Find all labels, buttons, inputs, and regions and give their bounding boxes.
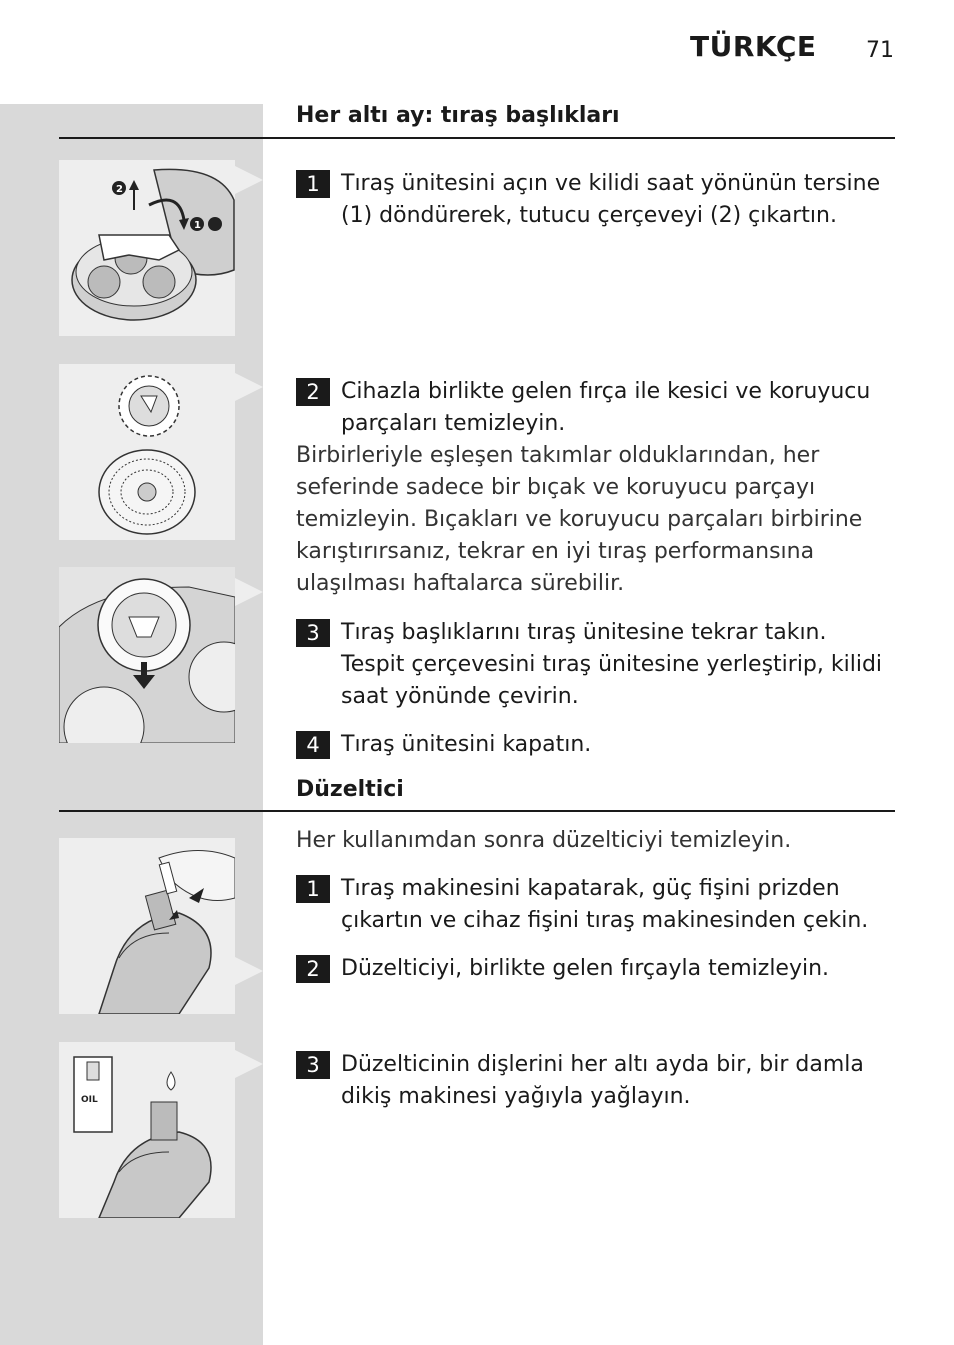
page-number: 71 [866, 38, 894, 63]
step-number-badge: 4 [296, 731, 330, 759]
figure-pointer [235, 1050, 263, 1078]
section-title-shaving-heads: Her altı ay: tıraş başlıkları [296, 103, 620, 128]
section-divider [59, 137, 895, 139]
step-text: Düzelticinin dişlerini her altı ayda bir, bir damla dikiş makinesi yağıyla yağlayın. [341, 1052, 864, 1109]
step-open-unit [296, 168, 896, 232]
svg-text:1: 1 [194, 220, 201, 231]
figure-open-shaving-unit [59, 160, 235, 336]
figure-brush-trimmer [59, 838, 235, 1014]
step-text: Tıraş makinesini kapatarak, güç fişini prizden çıkartın ve cihaz fişini tıraş makinesinden çekin. [341, 876, 869, 933]
figure-reinsert-heads [59, 567, 235, 743]
section-title-trimmer: Düzeltici [296, 777, 404, 802]
step-number-badge: 1 [296, 170, 330, 198]
step-text: Tıraş ünitesini kapatın. [341, 732, 592, 757]
step-unplug [296, 873, 896, 937]
step-clean-parts [296, 376, 896, 440]
figure-pointer [235, 373, 263, 401]
note-paragraph: Birbirleriyle eşleşen takımlar olduklarından, her seferinde sadece bir bıçak ve koruyucu parçayı temizleyin. Bıçakları ve koruyucu parçaları birbirine karıştırırsanız, tekrar en iyi tıraş performansına ulaşılması haftalarca sürebilir. [296, 443, 863, 596]
figure-cutter-and-guard [59, 364, 235, 540]
svg-text:OIL: OIL [81, 1095, 98, 1105]
svg-text:2: 2 [116, 184, 123, 195]
figure-pointer [235, 957, 263, 985]
step-close-unit [296, 729, 896, 761]
figure-pointer [235, 578, 263, 606]
step-text: Tıraş ünitesini açın ve kilidi saat yönünün tersine (1) döndürerek, tutucu çerçeveyi (2) çıkartın. [341, 171, 881, 228]
language-heading: TÜRKÇE [690, 30, 817, 63]
step-number-badge: 2 [296, 955, 330, 983]
step-reinsert-heads [296, 617, 896, 713]
step-number-badge: 3 [296, 619, 330, 647]
step-text: Tıraş başlıklarını tıraş ünitesine tekrar takın. Tespit çerçevesini tıraş ünitesine yerleştirip, kilidi saat yönünde çevirin. [341, 620, 883, 709]
figure-oil-trimmer [59, 1042, 235, 1218]
step-brush-trimmer [296, 953, 896, 985]
step-number-badge: 1 [296, 875, 330, 903]
step-text: Düzelticiyi, birlikte gelen fırçayla temizleyin. [341, 956, 830, 981]
trimmer-intro: Her kullanımdan sonra düzelticiyi temizleyin. [296, 828, 792, 853]
step-number-badge: 3 [296, 1051, 330, 1079]
step-number-badge: 2 [296, 378, 330, 406]
figure-pointer [235, 166, 263, 194]
section-divider [59, 810, 895, 812]
step-oil-trimmer [296, 1049, 896, 1113]
step-text: Cihazla birlikte gelen fırça ile kesici ve koruyucu parçaları temizleyin. [341, 379, 871, 436]
